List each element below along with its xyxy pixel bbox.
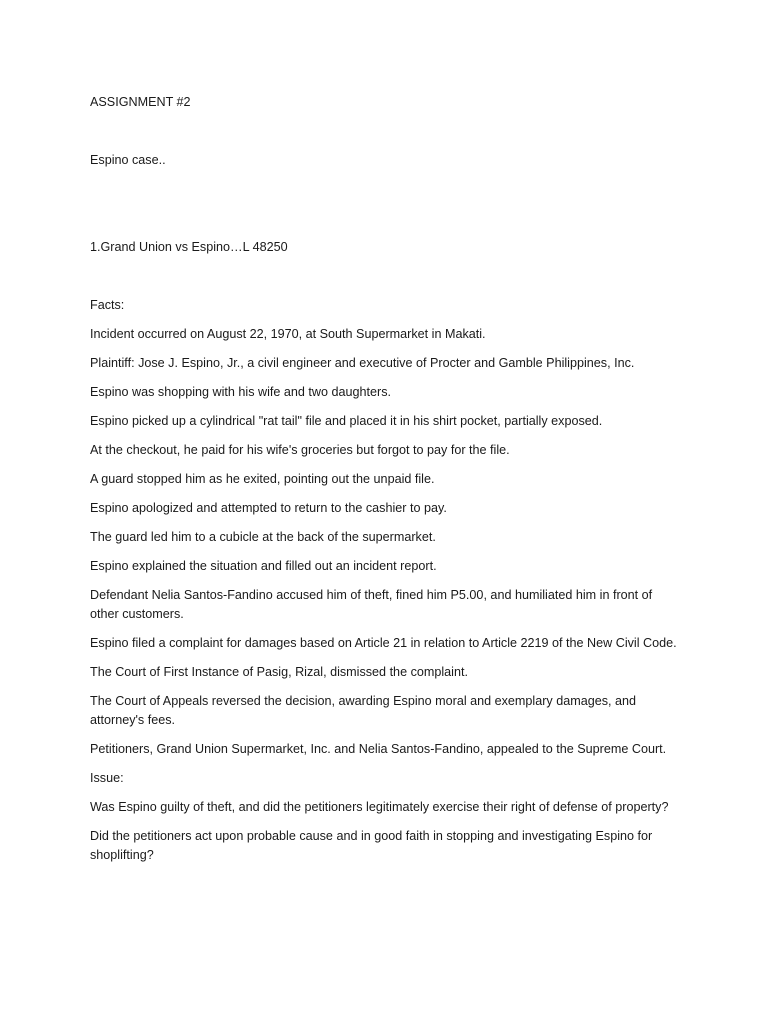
assignment-heading: ASSIGNMENT #2 [90,95,191,109]
fact-paragraph: A guard stopped him as he exited, pointing out the unpaid file. [90,472,435,486]
fact-paragraph: The Court of Appeals reversed the decision, awarding Espino moral and exemplary damages, and attorney's fees. [90,694,637,727]
issue-paragraph: Did the petitioners act upon probable cause and in good faith in stopping and investigating Espino for shoplifting? [90,829,653,862]
case-title: 1.Grand Union vs Espino…L 48250 [90,240,288,254]
fact-paragraph: Espino apologized and attempted to return to the cashier to pay. [90,501,447,515]
fact-paragraph: Plaintiff: Jose J. Espino, Jr., a civil engineer and executive of Procter and Gamble Philippines, Inc. [90,356,635,370]
facts-list [90,325,680,759]
fact-paragraph: Espino explained the situation and filled out an incident report. [90,559,437,573]
fact-paragraph: Espino picked up a cylindrical "rat tail" file and placed it in his shirt pocket, partially exposed. [90,414,603,428]
fact-paragraph: Espino was shopping with his wife and two daughters. [90,385,392,399]
issue-paragraph: Was Espino guilty of theft, and did the petitioners legitimately exercise their right of defense of property? [90,800,669,814]
document-page [90,93,680,875]
fact-paragraph: Espino filed a complaint for damages based on Article 21 in relation to Article 2219 of the New Civil Code. [90,636,677,650]
issue-label: Issue: [90,771,124,785]
fact-paragraph: Petitioners, Grand Union Supermarket, Inc. and Nelia Santos-Fandino, appealed to the Supreme Court. [90,742,667,756]
fact-paragraph: At the checkout, he paid for his wife's groceries but forgot to pay for the file. [90,443,510,457]
fact-paragraph: The guard led him to a cubicle at the back of the supermarket. [90,530,436,544]
facts-label: Facts: [90,298,125,312]
fact-paragraph: Incident occurred on August 22, 1970, at South Supermarket in Makati. [90,327,486,341]
case-subheading: Espino case.. [90,153,166,167]
fact-paragraph: Defendant Nelia Santos-Fandino accused him of theft, fined him P5.00, and humiliated him in front of other customers. [90,588,653,621]
issues-list [90,798,680,865]
fact-paragraph: The Court of First Instance of Pasig, Rizal, dismissed the complaint. [90,665,468,679]
